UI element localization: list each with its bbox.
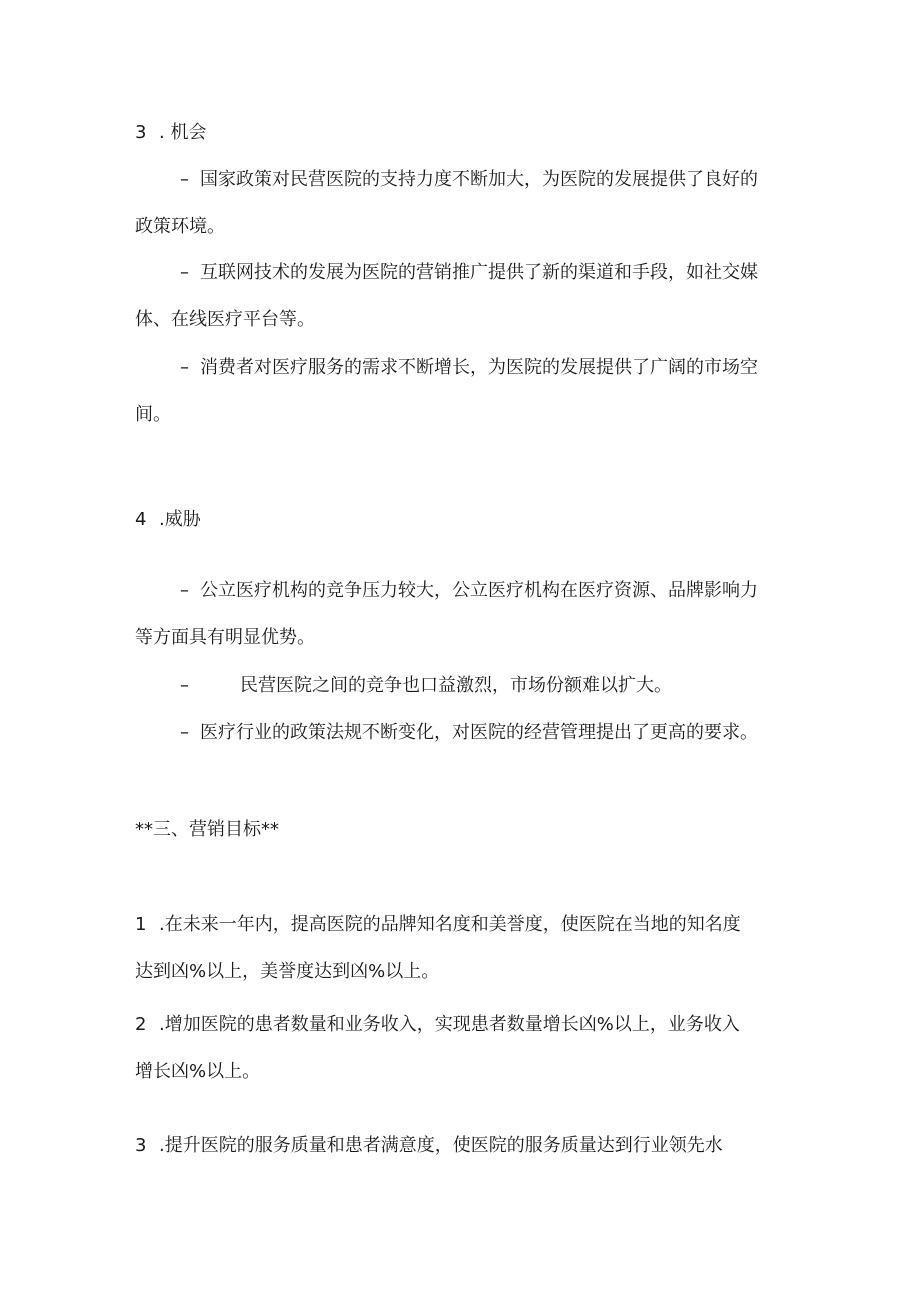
list-item-text: 互联网技术的发展为医院的营销推广提供了新的渠道和手段，如社交媒 (200, 262, 758, 283)
bullet-dash: – (180, 169, 189, 190)
section-title: . 机会 (159, 122, 207, 143)
list-item (180, 674, 672, 698)
list-item-text: 民营医院之间的竞争也口益激烈，市场份额难以扩大。 (240, 675, 672, 696)
goal-text: .提升医院的服务质量和患者满意度，使医院的服务质量达到行业领先水 (159, 1135, 723, 1156)
goal-text: .在未来一年内，提高医院的品牌知名度和美誉度，使医院在当地的知名度 (159, 914, 741, 935)
list-item-continuation: 间。 (135, 404, 171, 425)
bullet-dash: – (180, 580, 189, 601)
list-item-continuation: 政策环境。 (135, 216, 225, 237)
goal-item (135, 1134, 723, 1158)
bullet-dash: – (180, 357, 189, 378)
goal-number: 3 (135, 1135, 147, 1156)
list-item (180, 168, 758, 192)
section-heading-threat (135, 508, 201, 532)
section-title: .威胁 (159, 509, 201, 530)
list-item-text: 国家政策对民营医院的支持力度不断加大，为医院的发展提供了良好的 (200, 169, 758, 190)
list-item (180, 721, 758, 745)
goal-number: 2 (135, 1014, 147, 1035)
bullet-dash: – (180, 262, 189, 283)
bullet-dash: – (180, 675, 189, 696)
goal-item (135, 1013, 740, 1037)
section-number: 4 (135, 509, 147, 530)
list-item-text: 消费者对医疗服务的需求不断增长，为医院的发展提供了广阔的市场空 (200, 357, 758, 378)
section-number: 3 (135, 122, 147, 143)
goal-continuation: 增长凶%以上。 (135, 1061, 261, 1082)
goal-item (135, 913, 741, 937)
list-item (180, 579, 758, 603)
goal-continuation: 达到凶%以上，美誉度达到凶%以上。 (135, 961, 440, 982)
list-item-text: 医疗行业的政策法规不断变化，对医院的经营管理提出了更高的要求。 (200, 722, 758, 743)
goal-text: .增加医院的患者数量和业务收入，实现患者数量增长凶%以上，业务收入 (159, 1014, 740, 1035)
goal-number: 1 (135, 914, 147, 935)
list-item-text: 公立医疗机构的竞争压力较大，公立医疗机构在医疗资源、品牌影响力 (200, 580, 758, 601)
list-item (180, 261, 758, 285)
list-item-continuation: 等方面具有明显优势。 (135, 627, 315, 648)
section-heading-opportunity (135, 121, 206, 145)
list-item-continuation: 体、在线医疗平台等。 (135, 309, 315, 330)
section-heading-goals: **三、营销目标** (135, 819, 279, 840)
bullet-dash: – (180, 722, 189, 743)
list-item (180, 356, 758, 380)
